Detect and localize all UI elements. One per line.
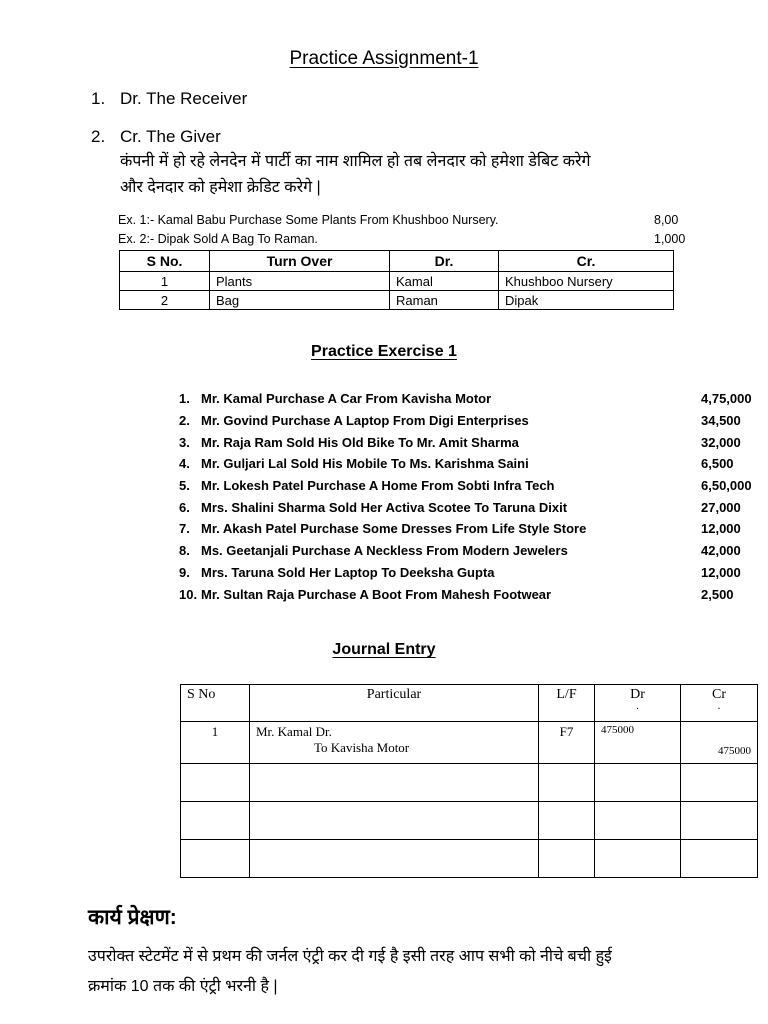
exercise-title: Practice Exercise 1: [311, 343, 457, 360]
table-row: 2 Bag Raman Dipak: [120, 291, 674, 310]
hindi-rule-line-1: कंपनी में हो रहे लेनदेन में पार्टी का नाम शामिल हो तब लेनदार को हमेशा डेबिट करेगे: [120, 153, 591, 170]
journal-header: [181, 685, 758, 722]
task-heading: कार्य प्रेक्षण:: [88, 906, 177, 929]
list-item: 9. Mrs. Taruna Sold Her Laptop To Deeksha Gupta 12,000: [179, 564, 741, 580]
table-row: 1 Mr. Kamal Dr. To Kavisha Motor F7 475000 475000: [181, 722, 758, 764]
list-item: 5. Mr. Lokesh Patel Purchase A Home From Sobti Infra Tech 6,50,000: [179, 478, 752, 494]
example-2: Ex. 2:- Dipak Sold A Bag To Raman.: [118, 232, 318, 246]
header-cr: Cr.: [499, 251, 674, 272]
table-row: [181, 764, 758, 802]
journal-table: [180, 684, 758, 878]
example-2-amount: 1,000: [654, 232, 686, 246]
list-item: 1. Mr. Kamal Purchase A Car From Kavisha Motor 4,75,000: [179, 391, 752, 407]
table-row: [181, 840, 758, 878]
journal-header-cr: Cr .: [681, 685, 758, 722]
list-item: 6. Mrs. Shalini Sharma Sold Her Activa Scotee To Taruna Dixit 27,000: [179, 499, 741, 515]
table-row: 1 Plants Kamal Khushboo Nursery: [120, 272, 674, 291]
journal-debit-line: Mr. Kamal Dr.: [256, 724, 332, 739]
list-item: 4. Mr. Guljari Lal Sold His Mobile To Ms. Karishma Saini 6,500: [179, 456, 734, 472]
header-dr: Dr.: [390, 251, 499, 272]
example-table: [119, 250, 674, 310]
task-text-line-2: क्रमांक 10 तक की एंट्री भरनी है |: [88, 978, 278, 995]
page-title: Practice Assignment-1: [289, 48, 479, 69]
journal-title: Journal Entry: [332, 641, 436, 658]
journal-header-particular: Particular: [250, 685, 539, 722]
list-item: 8. Ms. Geetanjali Purchase A Neckless From Modern Jewelers 42,000: [179, 543, 741, 559]
header-sno: S No.: [120, 251, 210, 272]
journal-header-sno: S No: [181, 685, 250, 722]
journal-header-dr: Dr .: [595, 685, 681, 722]
task-text: [88, 942, 728, 1002]
exercise-list: [179, 388, 759, 605]
journal-credit-line: To Kavisha Motor: [314, 740, 410, 755]
point-2: 2. Cr. The Giver: [91, 127, 221, 146]
example-1: Ex. 1:- Kamal Babu Purchase Some Plants From Khushboo Nursery.: [118, 213, 499, 227]
example-table-header: [120, 251, 674, 272]
journal-header-lf: L/F: [539, 685, 595, 722]
example-1-amount: 8,00: [654, 213, 679, 227]
task-text-line-1: उपरोक्त स्टेटमेंट में से प्रथम की जर्नल एंट्री कर दी गई है इसी तरह आप सभी को नीचे बची हुई: [88, 948, 612, 965]
header-turnover: Turn Over: [210, 251, 390, 272]
list-item: 10. Mr. Sultan Raja Purchase A Boot From Mahesh Footwear 2,500: [179, 586, 734, 602]
table-row: [181, 802, 758, 840]
list-item: 7. Mr. Akash Patel Purchase Some Dresses From Life Style Store 12,000: [179, 521, 741, 537]
list-item: 2. Mr. Govind Purchase A Laptop From Digi Enterprises 34,500: [179, 413, 741, 429]
point-1: 1. Dr. The Receiver: [91, 89, 248, 108]
hindi-rule-line-2: और देनदार को हमेशा क्रेडिट करेगे |: [120, 179, 321, 196]
hindi-rule: [120, 149, 591, 201]
list-item: 3. Mr. Raja Ram Sold His Old Bike To Mr. Amit Sharma 32,000: [179, 434, 741, 450]
